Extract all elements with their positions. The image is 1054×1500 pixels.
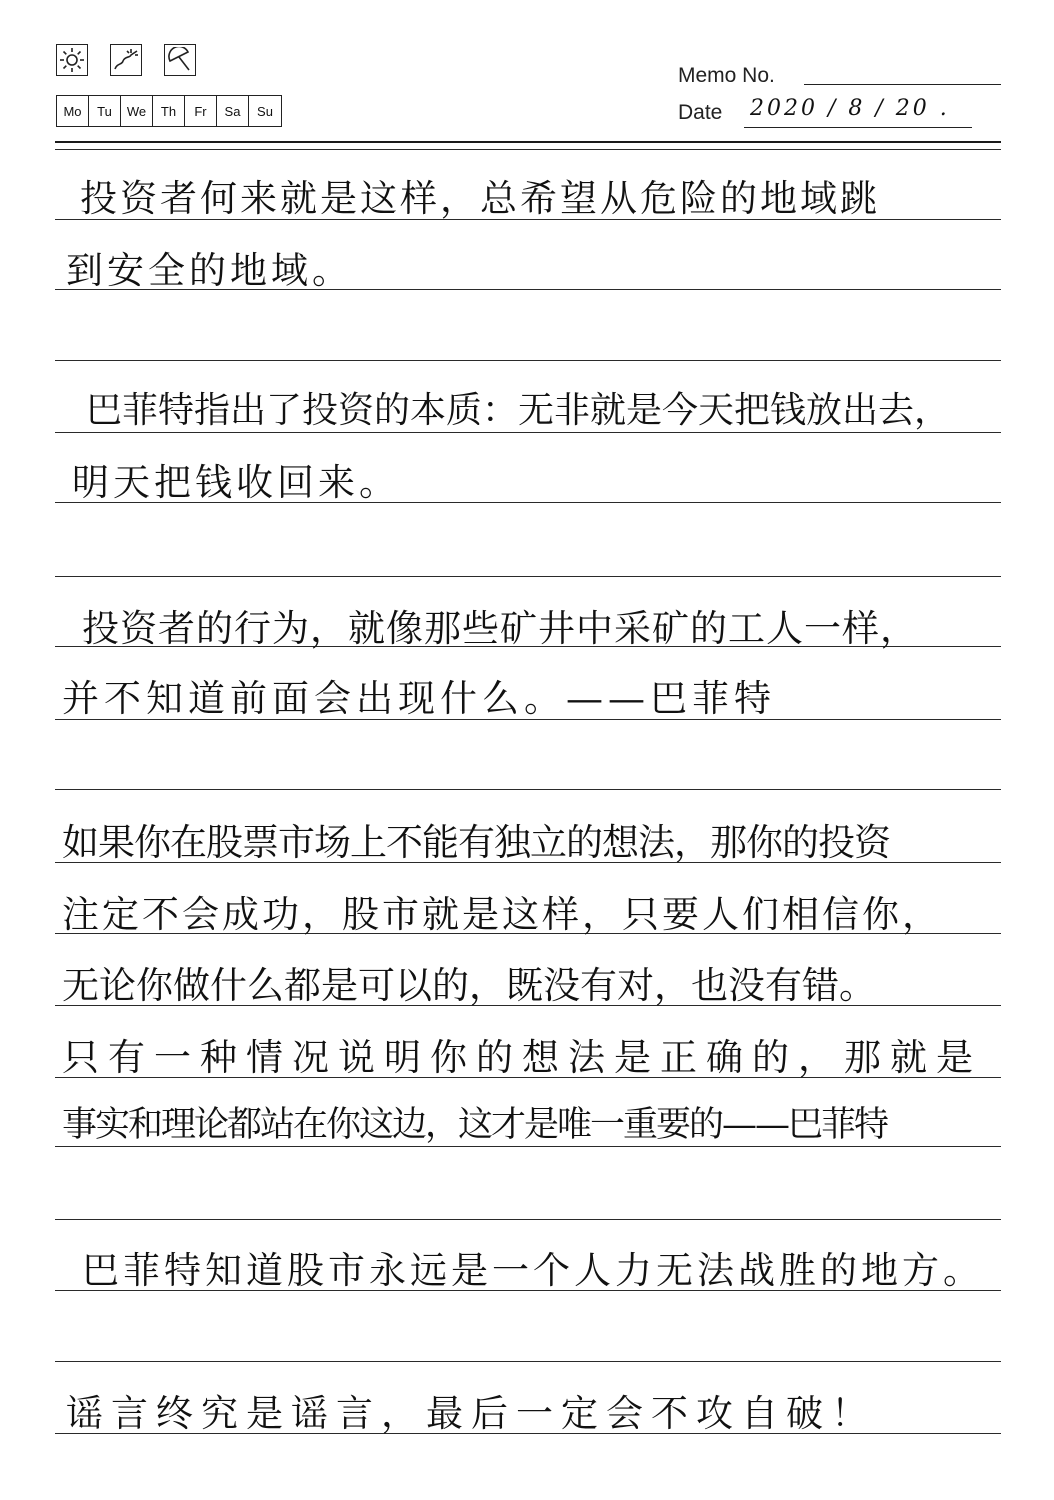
umbrella-icon[interactable] (164, 44, 196, 76)
ruled-line (55, 360, 1001, 361)
handwritten-line: 投资者何来就是这样，总希望从危险的地域跳 (80, 177, 880, 220)
handwritten-line: 投资者的行为，就像那些矿井中采矿的工人一样， (82, 607, 918, 650)
handwritten-line: 巴菲特知道股市永远是一个人力无法战胜的地方。 (82, 1249, 984, 1292)
weather-icons (56, 44, 196, 76)
handwritten-line: 只有一种情况说明你的想法是正确的，那就是 (62, 1036, 982, 1079)
header-divider (55, 141, 1001, 143)
memo-field[interactable] (804, 84, 1001, 85)
date-value[interactable]: 2020 / 8 / 20 . (750, 96, 950, 121)
ruled-line (55, 1219, 1001, 1220)
handwritten-line: 谣言终究是谣言，最后一定会不攻自破！ (66, 1392, 876, 1435)
ruled-line (55, 789, 1001, 790)
day-we[interactable]: We (121, 96, 153, 126)
sun-icon[interactable] (56, 44, 88, 76)
weekday-selector (56, 95, 282, 127)
handwritten-line: 无论你做什么都是可以的，既没有对，也没有错。 (62, 964, 876, 1007)
ruled-line (55, 576, 1001, 577)
day-fr[interactable]: Fr (185, 96, 217, 126)
day-th[interactable]: Th (153, 96, 185, 126)
handwritten-line: 注定不会成功，股市就是这样，只要人们相信你， (62, 893, 942, 936)
handwritten-line: 如果你在股票市场上不能有独立的想法，那你的投资 (62, 821, 890, 864)
day-sa[interactable]: Sa (217, 96, 249, 126)
memo-label: Memo No. (678, 64, 775, 87)
date-field-underline (744, 127, 972, 128)
handwritten-line: 巴菲特指出了投资的本质：无非就是今天把钱放出去， (86, 390, 951, 431)
ruled-line (55, 1361, 1001, 1362)
day-tu[interactable]: Tu (89, 96, 121, 126)
date-label: Date (678, 101, 723, 124)
handwritten-line: 到安全的地域。 (66, 249, 353, 292)
ruled-line (55, 149, 1001, 150)
day-mo[interactable]: Mo (57, 96, 89, 126)
handwritten-line: 并不知道前面会出现什么。——巴菲特 (62, 677, 776, 720)
day-su[interactable]: Su (257, 103, 273, 119)
handwritten-line: 事实和理论都站在你这边，这才是唯一重要的——巴菲特 (62, 1105, 888, 1145)
handwritten-line: 明天把钱收回来。 (72, 461, 400, 504)
partly-cloudy-icon[interactable] (110, 44, 142, 76)
